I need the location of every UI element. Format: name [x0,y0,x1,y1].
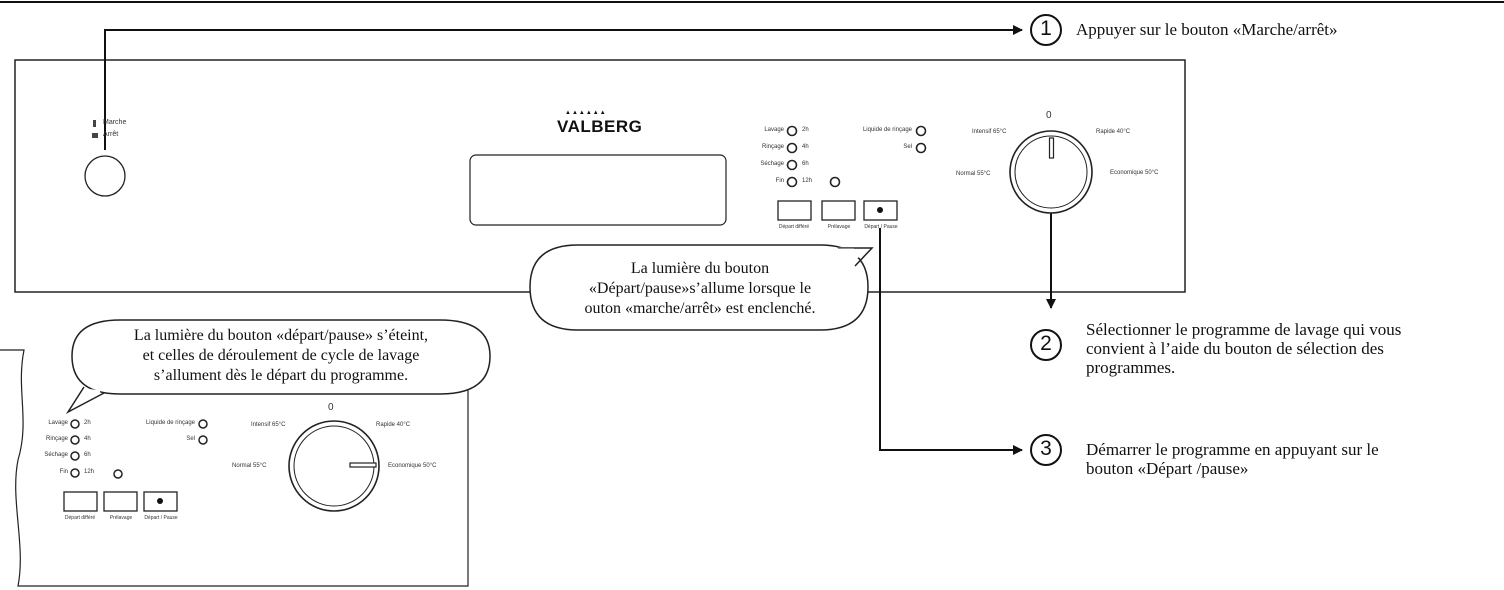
inset-start-pause-label: Départ / Pause [144,515,178,521]
step-2-line-2: convient à l’aide du bouton de sélection des [1086,339,1384,358]
program-normal-label: Normal 55°C [956,171,991,177]
inset-phase-time-2h: 2h [84,420,91,426]
step-1-text: Appuyer sur le bouton «Marche/arrêt» [1076,20,1338,39]
bubble-right-line-2: «Départ/pause»s’allume lorsque le [588,280,812,297]
phase-time-4h: 4h [802,144,809,150]
delay-start-label: Départ différé [778,224,810,230]
inset-program-intensive-label: Intensif 65°C [251,422,286,428]
inset-rinse-aid-label: Liquide de rinçage [145,420,195,426]
step-number-2: 2 [1040,332,1052,355]
step-number-1: 1 [1040,17,1052,40]
prewash-button[interactable] [822,201,855,220]
bubble-right-line-3: outon «marche/arrêt» est enclenché. [584,300,816,317]
inset-phase-label-lavage: Lavage [48,420,68,426]
inset-phase-label-fin: Fin [59,469,68,475]
inset-phase-label-rincage: Rinçage [45,436,68,442]
program-intensive-label: Intensif 65°C [972,129,1007,135]
step-2-line-1: Sélectionner le programme de lavage qui vous [1086,320,1402,339]
inset-delay-start-button[interactable] [64,492,97,511]
step-2-line-3: programmes. [1086,358,1176,377]
salt-label: Sel [903,144,912,150]
bubble-right-line-1: La lumière du bouton [630,260,770,277]
arret-marker [92,133,98,138]
inset-prewash-button[interactable] [104,492,137,511]
start-pause-label: Départ / Pause [864,224,898,230]
inset-program-off-label: 0 [328,402,334,413]
inset-program-eco-label: Economique 50°C [388,463,437,469]
phase-time-12h: 12h [802,178,813,184]
power-on-label: Marche [103,119,127,126]
prewash-label: Prélavage [827,224,851,230]
display-window [470,155,726,225]
phase-label-lavage: Lavage [764,127,784,133]
program-quick-label: Rapide 40°C [1096,129,1131,135]
phase-label-sechage: Séchage [760,161,784,167]
inset-program-knob[interactable] [289,421,379,511]
inset-program-quick-label: Rapide 40°C [376,422,411,428]
program-selector-knob[interactable] [1010,131,1092,213]
inset-salt-label: Sel [186,436,195,442]
program-eco-label: Economique 50°C [1110,170,1159,176]
inset-phase-label-sechage: Séchage [44,452,68,458]
step-3-line-1: Démarrer le programme en appuyant sur le [1086,440,1379,459]
inset-delay-start-label: Départ différé [64,515,96,521]
brand-crown-icon: ▲▲▲▲▲▲ [565,110,607,116]
rinse-aid-label: Liquide de rinçage [862,127,912,133]
delay-start-button[interactable] [778,201,811,220]
brand-logo: VALBERG [557,117,643,136]
phase-label-fin: Fin [775,178,784,184]
arrow-step-3 [880,228,1022,450]
step-3-line-2: bouton «Départ /pause» [1086,459,1249,478]
step-number-3: 3 [1040,437,1052,460]
phase-time-6h: 6h [802,161,809,167]
phase-time-2h: 2h [802,127,809,133]
power-off-label: Arrêt [103,131,119,138]
marche-marker [93,120,96,127]
phase-label-rincage: Rinçage [761,144,784,150]
start-pause-button[interactable] [864,201,897,220]
inset-phase-time-4h: 4h [84,436,91,442]
inset-prewash-label: Prélavage [109,515,133,521]
bubble-left-line-3: s’allument dès le départ du programme. [153,367,409,384]
power-button[interactable] [85,156,125,196]
inset-program-normal-label: Normal 55°C [232,463,267,469]
bubble-left-line-2: et celles de déroulement de cycle de lavage [142,347,420,364]
inset-phase-time-6h: 6h [84,452,91,458]
inset-start-pause-button[interactable] [144,492,177,511]
bubble-left-line-1: La lumière du bouton «départ/pause» s’éteint, [133,327,429,344]
inset-phase-time-12h: 12h [84,469,95,475]
program-off-label: 0 [1046,110,1052,121]
